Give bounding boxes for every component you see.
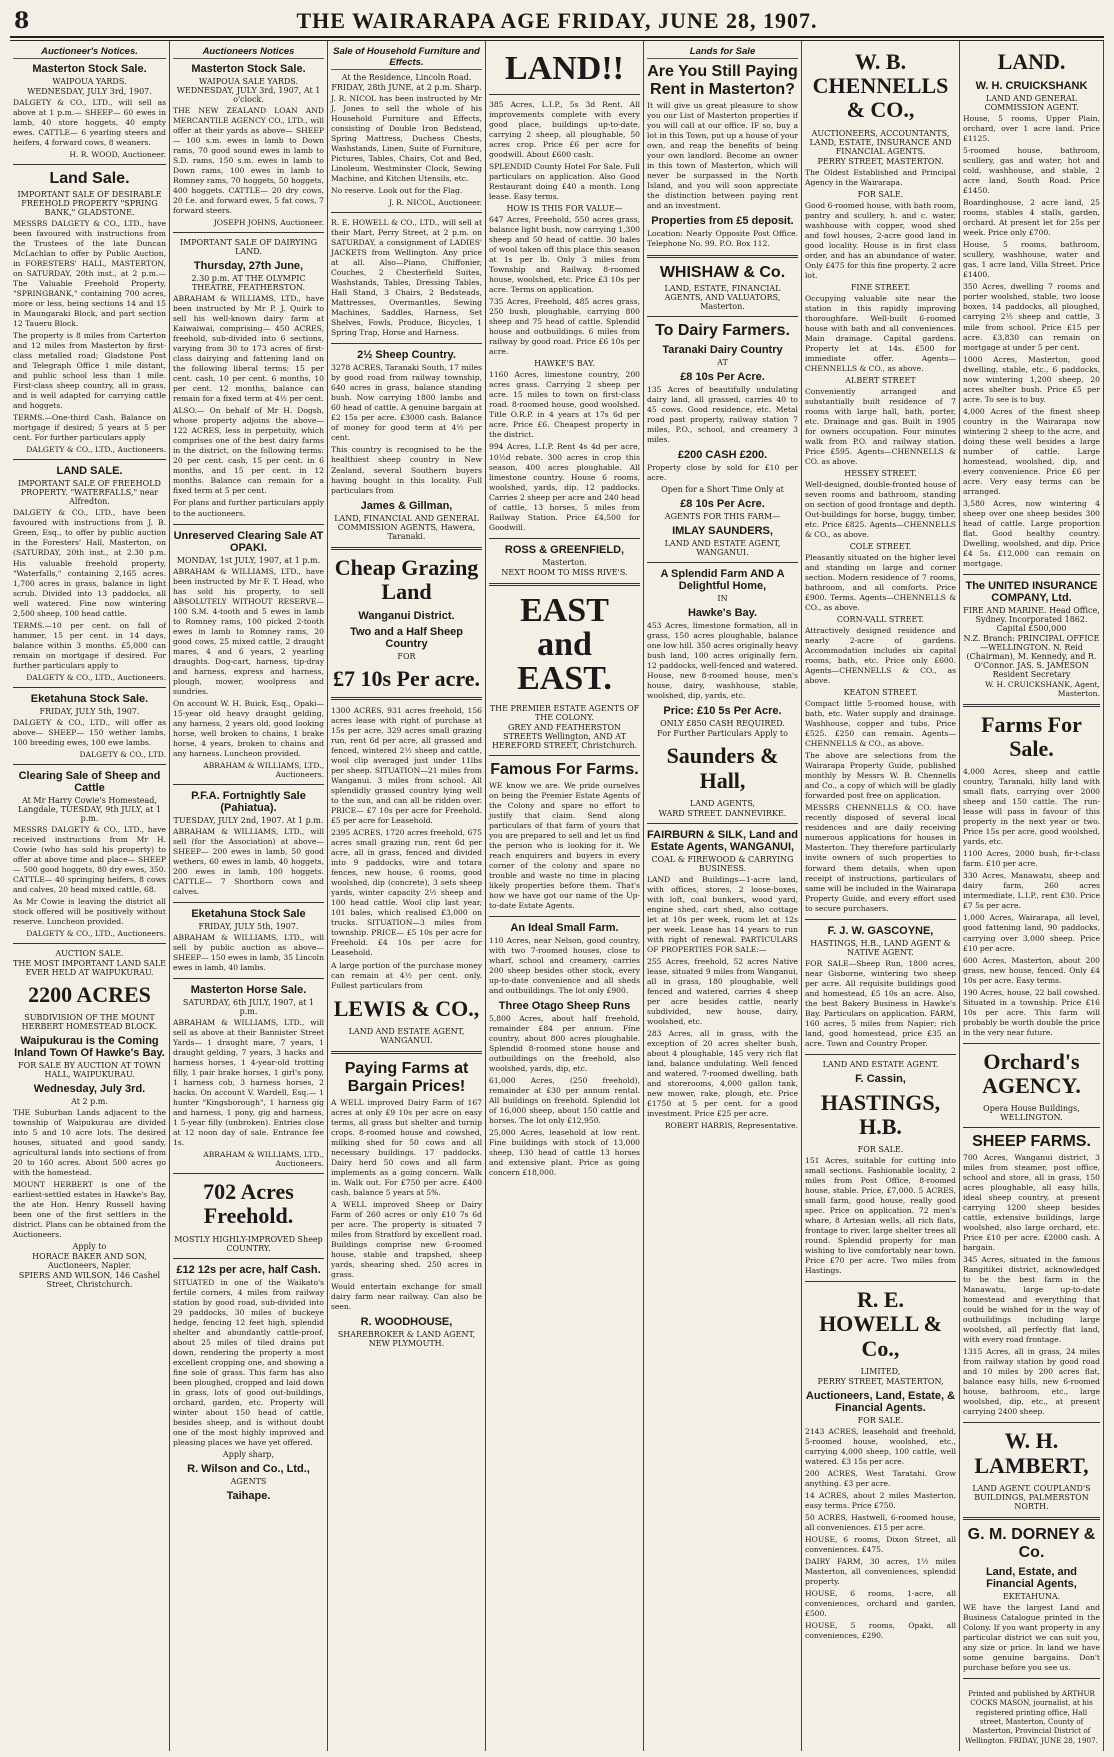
- ad-heading: Masterton Stock Sale.: [32, 63, 147, 75]
- ad-heading: The UNITED INSURANCE COMPANY, Ltd.: [965, 579, 1098, 604]
- ad-paragraph: DAIRY FARM, 30 acres, 1½ miles Masterton, all conveniences, splendid property.: [805, 1557, 956, 1587]
- double-divider: [489, 583, 640, 586]
- divider: [647, 562, 798, 563]
- ad-paragraph: DALGETY & CO., LTD., have been favoured with instructions from J. B. Green, Esq., to offer by public auction in the Foresters' Hall, Masterton, on (SATURDAY, 20th inst., at 2.30 p.m. His valuable freehold property, "Waterfalls," containing 2,165 acres. 1,700 acres in grass, balance in light scrub. Divided into 13 paddocks, all well watered. Fine now wintering 2,500 sheep, 100 head cattle.: [13, 508, 166, 618]
- ad-headline: Are You Still Paying Rent in Masterton?: [647, 63, 798, 98]
- ad-paragraph: MESSRS CHENNELLS & CO. have recently disposed of several local residences and are daily receiving numerous applications for houses in Masterton. They therefore particularly invite owners of such properties to forward them details, when upon receipt of instructions, particulars of same will be included in the Wairarapa Property Guide, and every effort used to secure purchasers.: [805, 803, 956, 913]
- ad-subline: HASTINGS, H.B., LAND AGENT & NATIVE AGENT.: [810, 938, 951, 957]
- ad-subline: ALBERT STREET: [845, 375, 916, 385]
- ad-subline: LAND AND ESTATE AGENT.: [822, 1059, 939, 1069]
- ad-paragraph: No reserve. Look out for the Flag.: [331, 186, 463, 196]
- ad-subline: SPIERS AND WILSON, 146 Cashel Street, Christchurch.: [18, 1271, 161, 1290]
- column-3: [328, 41, 486, 1751]
- ad-heading: Wednesday, July 3rd.: [33, 1083, 146, 1096]
- ad-subline: AGENTS FOR THIS FARM—: [664, 512, 781, 522]
- ad-heading: Wanganui District.: [358, 609, 455, 622]
- ad-heading: £200 CASH £200.: [677, 449, 768, 462]
- column-5: [644, 41, 802, 1751]
- ad-heading: Waipukurau is the Coming Inland Town Of Hawke's Bay.: [14, 1035, 165, 1060]
- ad-heading: Eketahuna Stock Sale.: [30, 692, 149, 705]
- ad-paragraph: J. R. NICOL has been instructed by Mr J. Jones to sell the whole of his Household Furniture and Effects, consisting of Double Iron Bedstead, Spring Mattress, Duchess Chests, Washstands, Linen, Suite of Furniture, Pictures, Tables, Chairs, Cot and Bed, Linoleum, Westminster Clock, Sewing Machine, and Kitchen Utensils, etc.: [331, 94, 482, 184]
- ad-heading: Unreserved Clearing Sale AT OPAKI.: [173, 529, 324, 554]
- divider: [173, 1173, 324, 1174]
- ad-subline: COAL & FIREWOOD & CARRYING BUSINESS.: [651, 854, 794, 873]
- ad-subline: HORACE BAKER AND SON, Auctioneers, Napier.: [32, 1252, 147, 1271]
- column-4: [486, 41, 644, 1751]
- ad-subline: IMPORTANT SALE OF FREEHOLD PROPERTY. "WATERFALLS," near Alfredton.: [18, 479, 161, 507]
- ad-headline: To Dairy Farmers.: [655, 322, 790, 340]
- ad-paragraph: 190 Acres, house, 22 ball cowshed. Situated in a township. Price £16 10s per acre. This farm will probably be worth double the price in the very near future.: [963, 987, 1100, 1037]
- column-7: [960, 41, 1104, 1751]
- ad-paragraph: 5,800 Acres, about half freehold, remainder £84 per annum. Fine country, about 800 acres ploughable. Splendid 8-roomed stone house and outbuildings on the freehold, also woolshed, yards, dip, etc.: [489, 1013, 640, 1073]
- divider: [963, 1678, 1100, 1679]
- ad-subline: LAND, ESTATE, FINANCIAL AGENTS, AND VALUATORS, Masterton.: [664, 284, 781, 312]
- ad-headline: Paying Farms at Bargain Prices!: [344, 1059, 469, 1095]
- display-heading: W. B. CHENNELLS & CO.,: [812, 49, 949, 123]
- divider: [331, 343, 482, 344]
- display-heading: LAND.: [997, 49, 1066, 74]
- ad-signature: DALGETY & CO., LTD., Auctioneers.: [26, 928, 166, 938]
- ad-paragraph: 110 Acres, near Nelson, good country, with two 7-roomed houses, close to wharf, school and creamery, carries 200 sheep besides other stock, every up-to-date convenience and all sheds and outbuildings. The lot only £900.: [489, 935, 640, 995]
- ad-subline: HAWKE'S BAY.: [534, 359, 595, 369]
- ad-subline: WAIPOUA SALE YARDS. WEDNESDAY, JULY 3rd, 1907, At 1 o'clock.: [176, 77, 321, 104]
- ad-paragraph: THE NEW ZEALAND LOAN AND MERCANTILE AGENCY CO., LTD., will offer at their yards as above— SHEEP— 100 s.m. ewes in lamb to Down rams, 70 good sound ewes in lamb to S.D. rams, 150 s.m. ewes in lamb to Down rams, 100 ewes in lamb to Romney rams, 70 hoggets, 50 hoggets, 400 hoggets. CATTLE— 20 dry cows, 20 f.e. and forward ewes, 5 fat cows, 7 forward steers.: [173, 106, 324, 216]
- ad-signature: ROBERT HARRIS, Representative.: [664, 1121, 798, 1131]
- ad-paragraph: 3,580 Acres, now wintering 4 sheep over one sheep besides 300 head of cattle. Large proportion flat. Good healthy country. Dwelling, woolshed, and dip. Price £4 5s. £12,000 can remain on mortgage.: [963, 498, 1100, 568]
- ad-headline: Land Sale.: [49, 170, 130, 188]
- ad-heading: F. J. W. GASCOYNE,: [827, 924, 934, 937]
- ad-subline: At Mr Harry Cowie's Homestead, Langdale, TUESDAY, 9th JULY, at 1 p.m.: [18, 795, 161, 823]
- ad-subline: CORN-VALL STREET.: [836, 615, 925, 625]
- divider: [173, 784, 324, 785]
- display-heading: Orchard's AGENCY.: [982, 1048, 1081, 1098]
- ad-paragraph: ABRAHAM & WILLIAMS, LTD., will sell as above at their Bannister Street Yards— 1 draught mare, 7 years, 1 draught gelding, 7 years, 3 hacks and harness horses, 1 4-year-old trotting filly, 1 pair brake horses, 1 girl's pony, 1 harness cob, 3 harness horses, 2 hacks. On account V. Wardell, Esq.— 1 hunter "Kingsborough", 1 harness gig and harness, 1 pony, gig and harness, 1 5-year filly (unbroken). Entries close at 12 noon day of sale. Entrance fee 1s.: [173, 1017, 324, 1148]
- ad-paragraph: 453 Acres, limestone formation, all in grass, 150 acres ploughable, balance one low hill. 350 acres originally heavy bush land, 100 acres originally fern. 12 paddocks, well-fenced and watered. House, new 8-roomed house, men's house, dairy, washhouse, stable, woolshed, dip, yards, etc.: [647, 621, 798, 701]
- ad-heading: Price: £10 5s Per Acre.: [663, 705, 782, 718]
- ad-subline: GREY AND FEATHERSTON STREETS Wellington, AND AT HEREFORD STREET, Christchurch.: [491, 722, 638, 750]
- ad-paragraph: 2143 ACRES, leasehold and freehold, 5-roomed house, woolshed, etc., carrying 4,000 sheep, 100 cattle, well watered. £3 15s per acre.: [805, 1426, 956, 1466]
- ad-paragraph: HOUSE, 6 rooms, Dixon Street, all conveniences. £475.: [805, 1535, 956, 1555]
- ad-heading: Masterton Horse Sale.: [190, 983, 307, 996]
- ad-paragraph: 151 Acres, suitable for cutting into small sections. Fashionable locality, 2 miles from Post Office, 8-roomed house, stable. Price, £7,000. 5 ACRES, small farm, good house, really good spec. Price on application. 72 men's whare, 8 Artesian wells, all rich flats, frontage to river, large shelter trees all round. Splendid property for man wishing to live comfortably near town. Price £70 per acre. Two miles from Hastings.: [805, 1156, 956, 1276]
- double-divider: [331, 547, 482, 550]
- ad-heading: P.F.A. Fortnightly Sale (Pahiatua).: [191, 789, 306, 814]
- ad-paragraph: 2395 ACRES, 1720 acres freehold, 675 acres small grazing run, rent 6d per acre, all in grass, fenced and divided into 9 paddocks, wire and totara fences, new house, 6 rooms, good woolshed, dip (concrete), 3 sets sheep yards, winter capacity 2½ sheep and 100 head cattle. Wool clip last year, 101 bales, which realised £3,000 on trucks. SITUATION—3 miles from township. PRICE— £5 10s per acre for Freehold. £4 10s per acre for Leasehold.: [331, 828, 482, 958]
- ad-paragraph: SPLENDID County Hotel For Sale. Full particulars on application. Also Good Restaurant doing £40 a month. Long lease. Easy terms.: [489, 162, 640, 202]
- masthead: [10, 8, 1104, 38]
- ad-subline: TUESDAY, JULY 2nd, 1907. At 1 p.m.: [173, 815, 324, 825]
- ad-headline: Famous For Farms.: [490, 760, 639, 778]
- ad-paragraph: ALSO.— On behalf of Mr H. Dogsh, whose property adjoins the above— 122 ACRES, less in perpetuity, which comprises one of the best dairy farms in the district, on the following terms: 20 per cent. cash, 15 per cent. in 6 months, and 15 per cent. in 12 months. Balance can remain for a fixed term at 5 per cent.: [173, 406, 324, 496]
- ad-heading: IMLAY SAUNDERS,: [672, 525, 773, 538]
- display-heading: Cheap Grazing Land: [334, 554, 479, 604]
- column-1: [10, 41, 170, 1751]
- ad-signature: J. R. NICOL, Auctioneer.: [388, 198, 482, 208]
- ad-subline: HOW IS THIS FOR VALUE—: [506, 204, 623, 214]
- ad-paragraph: 61,000 Acres, (250 freehold), remainder at £30 per annum rental. All buildings on freehold. Splendid lot of 16,000 sheep, about 150 cattle and horses. The lot only £12,950.: [489, 1076, 640, 1126]
- ad-paragraph: 735 Acres, Freehold, 485 acres grass, 250 bush, ploughable, carrying 800 sheep and 75 head of cattle. Splendid house and outbuildings. 6 miles from railway by good road. Price £6 10s per acre.: [489, 297, 640, 357]
- ad-subline: THE MOST IMPORTANT LAND SALE EVER HELD AT WAIPUKURAU.: [13, 958, 166, 977]
- divider: [173, 524, 324, 525]
- display-heading: R. E. HOWELL & Co.,: [819, 1287, 942, 1361]
- divider: [13, 764, 166, 765]
- double-divider: [963, 704, 1100, 707]
- ad-paragraph: A WELL improved Sheep or Dairy Farm of 260 acres or only £10 7s 6d per acre. The property is situated 7 miles from Stratford by excellent road. Buildings comprise new 6-roomed house, stable and trapshed, sheep yards, shearing shed. 250 acres in grass.: [331, 1199, 482, 1279]
- double-divider: [963, 1517, 1100, 1520]
- divider: [173, 902, 324, 903]
- display-heading: £7 10s Per acre.: [332, 665, 481, 691]
- display-heading-large: LAND!!: [505, 50, 624, 87]
- ad-heading: Thursday, 27th June,: [193, 260, 304, 273]
- ad-paragraph: This country is recognised to be the healthiest sheep country in New Zealand, several Southern buyers having bought in this locality. Full particulars from: [331, 445, 482, 495]
- double-divider: [647, 255, 798, 258]
- ad-paragraph: 345 Acres, situated in the famous Rangitikei district, acknowledged to be the best farm in the Manawatu, large up-to-date homestead and everything that could be wished for in the way of outbuildings including large woolshed, all perfectly flat land, with every road frontage.: [963, 1255, 1100, 1345]
- display-heading: LEWIS & CO.,: [333, 995, 480, 1021]
- ad-headline: SHEEP FARMS.: [972, 1133, 1091, 1151]
- ad-paragraph: On account W. H. Buick, Esq., Opaki— 15-year old heavy draught gelding, any harness, 2 years old, good looking horse, well broken to chains, 1 brake horse, 4 years, broken to chains and any harness. Luncheon provided.: [173, 698, 324, 758]
- display-heading: 2200 ACRES: [28, 981, 151, 1007]
- ad-paragraph: 1300 ACRES, 931 acres freehold, 156 acres lease with right of purchase at 15s per acre, 329 acres small grazing run, rent 6d per acre, all grassed and fenced, wintered 2½ sheep and cattle, wool clip averaged just under 11lbs per sheep. SITUATION—21 miles from Wanganui. 3 miles from school. All splendidly grassed country lying well to the sun, and can all be ridden over. PRICE— £7 10s per acre for Freehold. £5 per acre for Leasehold.: [331, 706, 482, 826]
- ad-heading: W. H. CRUICKSHANK: [975, 80, 1088, 93]
- ad-paragraph: WE know we are. We pride ourselves on being the Premier Estate Agents of the Colony and spare no effort to justify that claim. Send along particulars of that farm of yours that you are prepared to sell and let us find the person who is looking for it. We reach enquirers and buyers in every corner of the colony and spare no trouble and waste no time in placing likely properties before them. That's how we have got our name of the Up-to-date Estate Agents.: [489, 780, 640, 910]
- ad-subline: PERRY STREET, MASTERTON,: [817, 1376, 944, 1386]
- column-2: [170, 41, 328, 1751]
- ad-paragraph: ABRAHAM & WILLIAMS, LTD., have been instructed by Mr F. T. Head, who has sold his property, to sell ABSOLUTELY WITHOUT RESERVE— 100 S.M. 4-tooth and 5 ewes in lamb to Romney rams, 100 picked 2-tooth ewes in lamb to Romney rams, 20 good cows, 25 mixed cattle, 2 draught mares, 4 and 6 years, 2 yearling draughts. Dog-cart, harness, tip-dray and harness, express and harness, plough, mower, woolpress and sundries.: [173, 566, 324, 696]
- divider: [13, 459, 166, 460]
- ad-paragraph: 994 Acres, L.I.P. Rent 4s 4d per acre, 10½d rebate. 300 acres in crop this season, 400 acres ploughable. All limestone country. House 6 rooms, woolshed, yards, dip. 12 paddocks. Carries 2 sheep per acre and 240 head of cattle, 13 horses, 5 miles from Railway Station. Price £4,500 for Goodwill.: [489, 442, 640, 532]
- ad-paragraph: 647 Acres, Freehold, 550 acres grass, balance light bush, now carrying 1,300 sheep and 50 head of cattle. 30 bales of wool taken off this place this season at 1s per lb. Only 3 miles from Township and Railway. 8-roomed house, woolshed, etc. Price £3 10s per acre. Terms on application.: [489, 215, 640, 295]
- columns-container: [10, 40, 1104, 1751]
- divider: [13, 164, 166, 165]
- ad-heading: £8 10s Per Acre.: [680, 498, 765, 511]
- ad-paragraph: 1315 Acres, all in grass, 24 miles from railway station by good road and 10 miles by 200 acres flat, balance easy hills, new 6-roomed house, bathroom, etc., large woolshed, dip, etc., at present carrying 2400 sheep.: [963, 1347, 1100, 1417]
- ad-subline: HESSEY STREET.: [844, 468, 917, 478]
- ad-paragraph: R. E. HOWELL & CO., LTD., will sell at their Mart, Perry Street, at 2 p.m. on SATURDAY, a consignment of LADIES' JACKETS from Wellington. Any price at all. Also—Piano, Chiffonier, Couches, 2 Chesterfield Suites, Washstands, Tables, Dressing Tables, Hall Stand, 3 Chairs, 2 Bedsteads, Mattresses, Overmantles, Sewing Machines, Saddles, Harness, Set Shelves, Fowls, Produce, Bicycles, 1 Spring Trap, Horse and Harness.: [331, 218, 482, 338]
- ad-subline: 2.30 p.m. AT THE OLYMPIC THEATRE, FEATHERSTON.: [191, 274, 306, 293]
- ad-subline: WARD STREET. DANNEVIRKE.: [658, 808, 787, 818]
- ad-subline: SUBDIVISION OF THE MOUNT HERBERT HOMESTEAD BLOCK.: [21, 1013, 158, 1032]
- ad-subline: LAND AND ESTATE AGENT, WANGANUI.: [348, 1026, 465, 1045]
- ad-paragraph: The above are selections from the Wairarapa Property Guide, published monthly by Messrs W. B. Chennells and Co., a copy of which will be gladly forwarded post free on application.: [805, 751, 956, 801]
- ad-heading: ROSS & GREENFIELD,: [504, 543, 625, 556]
- ad-paragraph: Boardinghouse, 2 acre land, 25 rooms, stables 4 stalls, garden, orchard. At present let for 25s per week. Price only £700.: [963, 198, 1100, 238]
- divider: [173, 232, 324, 233]
- ad-paragraph: 330 Acres, Manawatu, sheep and dairy farm, 260 acres intermediate, L.I.P., rent £30. Price £7 5s per acre.: [963, 871, 1100, 911]
- ad-paragraph: ABRAHAM & WILLIAMS, LTD., will sell by public auction as above— SHEEP— 150 ewes in lamb, 35 Lincoln ewes in lamb, 40 lambs.: [173, 932, 324, 972]
- ad-subline: N.Z. Branch: PRINCIPAL OFFICE—WELLINGTON. N. Reid (Chairman), M. Kennedy, and R. O'Connor. JAS. S. JAMESON Resident Secretary: [963, 633, 1100, 679]
- divider: [963, 1127, 1100, 1128]
- column-6: [802, 41, 960, 1751]
- display-heading: HASTINGS, H.B.: [820, 1089, 941, 1139]
- ad-paragraph: HOUSE, 5 rooms, Opaki, all conveniences, £290.: [805, 1621, 956, 1641]
- ad-paragraph: MESSRS DALGETY & CO., LTD., have received instructions from Mr H. Cowie (who has sold his property) to offer at above time and place— SHEEP— 500 good hoggets, 80 dry ewes, 350. CATTLE— 40 springing heifers, 8 cows and calves, 20 head mixed cattle, 68.: [13, 824, 166, 894]
- ad-paragraph: TERMS.—10 per cent. on fall of hammer, 15 per cent. in 14 days, balance within 3 months. £5,000 can remain on mortgage if desired. For further particulars apply to: [13, 620, 166, 670]
- ad-subline: Masterton.: [542, 557, 587, 567]
- divider: [331, 212, 482, 213]
- divider: [489, 538, 640, 539]
- ad-paragraph: Conveniently arranged and substantially built residence of 7 rooms with large hall, bath, porter, etc. Drainage and gas. Built in 1905 for owners occupation. Four minutes walk from P.O. and railway station. Price £595. Agents—CHENNELLS & CO. as above.: [805, 386, 956, 466]
- ad-paragraph: 3278 ACRES, Taranaki South, 17 miles by good road from railway township, 640 acres in grass, balance standing bush. Now carrying 1800 lambs and 60 head of cattle. A genuine bargain at £2 15s per acre. £3000 cash. Balance of money for good term at 4½ per cent.: [331, 363, 482, 443]
- ad-paragraph: ABRAHAM & WILLIAMS, LTD., have been instructed by Mr P. J. Quirk to sell his well-known dairy farm at Kaiwaiwai, comprising— 450 ACRES, freehold, sub-divided into 6 sections, varying from 30 to 173 acres of first-class dairying and fattening land on the following liberal terms: 15 per cent. cash, 10 per cent. 6 months, 10 per cent. 12 months, balance can remain for a fixed term at 4½ per cent.: [173, 294, 324, 404]
- ad-subline: FRIDAY, JULY 5th, 1907.: [198, 921, 299, 931]
- ad-subline: THE PREMIER ESTATE AGENTS OF THE COLONY.: [489, 703, 640, 722]
- ad-subline: AGENTS: [230, 1476, 267, 1486]
- ad-paragraph: MESSRS DALGETY & CO., LTD., have been favoured with instructions from the Trustees of the late Duncan McLachlan to offer by Public Auction, in FORESTERS' HALL, MASTERTON, on SATURDAY, 20th inst., at 2 p.m.— The Valuable Freehold Property, "SPRINGBANK," containing 700 acres, more or less, being sections 14 and 15 in Maungaraki Block, and part section 12 Taueru Block.: [13, 219, 166, 329]
- divider: [805, 1054, 956, 1055]
- ad-paragraph: 4,000 Acres, sheep and cattle country, Taranaki, hilly land with small flats, carrying over 2000 sheep and 150 cattle. The run-lease will pass in favour of this property in the next year or two. Price 15s per acre, good woolshed, yards, etc.: [963, 767, 1100, 847]
- ad-heading: Eketahuna Stock Sale: [191, 907, 306, 920]
- ad-paragraph: Location: Nearly Opposite Post Office. Telephone No. 99. P.O. Box 112.: [647, 229, 798, 249]
- ad-paragraph: 350 Acres, dwelling 7 rooms and porter woolshed, stable, two loose boxes, 14 paddocks, all ploughed, carrying 2½ sheep and cattle, 3 mile from school. Price £15 per acre. £3,830 can remain on mortgage at under 5 per cent.: [963, 282, 1100, 352]
- divider: [173, 978, 324, 979]
- ad-subline: FOR SALE.: [857, 1415, 904, 1425]
- ad-paragraph: Compact little 5-roomed house, with bath, etc. Water supply and drainage. Washhouse, copper and tubs. Price £525. £250 can remain. Agents—CHENNELLS & CO., as above.: [805, 699, 956, 749]
- ad-paragraph: TERMS.—One-third Cash. Balance on mortgage if desired; 5 years at 5 per cent. For further particulars apply: [13, 413, 166, 443]
- ad-heading: F. Cassin,: [855, 1072, 906, 1085]
- ad-paragraph: HOUSE, 6 rooms, 1-acre, all conveniences, orchard and garden, £500.: [805, 1589, 956, 1619]
- ad-subline: NEXT ROOM TO MISS RIVE'S.: [501, 567, 628, 577]
- divider: [805, 919, 956, 920]
- display-heading-large: EAST and EAST.: [517, 591, 612, 697]
- ad-subline: SATURDAY, 6th JULY, 1907, at 1 p.m.: [182, 997, 315, 1016]
- ad-paragraph: 200 ACRES, West Taratahi. Grow anything. £3 per acre.: [805, 1468, 956, 1488]
- ad-signature: DALGETY & CO., LTD.: [79, 749, 166, 759]
- ad-subline: EKETAHUNA.: [1002, 1591, 1061, 1601]
- ad-paragraph: 1000 Acres, Masterton, good dwelling, stable, etc., 6 paddocks, now wintering 1,200 sheep, 20 acres shelter bush. Price £5 per acre. To see is to buy.: [963, 354, 1100, 404]
- ad-paragraph: A large portion of the purchase money can remain at 4½ per cent. only. Fullest particulars from: [331, 960, 482, 990]
- ad-paragraph: Attractively designed residence and nearly 2-acre of gardens. Accommodation includes six capital rooms, bath, etc. Price only £600. Agents—CHENNELLS & CO., as above.: [805, 626, 956, 686]
- ad-heading: LAND SALE.: [56, 465, 123, 478]
- ad-headline: G. M. DORNEY & Co.: [967, 1525, 1096, 1561]
- page-number: 8: [14, 8, 30, 34]
- ad-paragraph: The property is 8 miles from Carterton and 12 miles from Masterton by first-class metalled road; Gladstone Post and Telegraph Office 1 mile distant, and public school less than 1 mile. First-class sheep country, all in grass, and is well adapted for carrying cattle and hoggets.: [13, 331, 166, 411]
- ad-heading: Land, Estate, and Financial Agents,: [985, 1565, 1078, 1590]
- ad-subline: FOR SALE.: [857, 189, 904, 199]
- ad-subline: AUCTION SALE.: [55, 948, 124, 958]
- ad-subline: MOSTLY HIGHLY-IMPROVED Sheep COUNTRY.: [174, 1234, 323, 1253]
- ad-headline: WHISHAW & Co.: [659, 264, 786, 282]
- double-divider: [331, 1051, 482, 1054]
- ad-paragraph: DALGETY & CO., LTD., will offer as above— SHEEP— 150 wether lambs, 100 breeding ewes, 100 ewe lambs.: [13, 717, 166, 747]
- divider: [489, 916, 640, 917]
- ad-signature: ABRAHAM & WILLIAMS, LTD., Auctioneers.: [203, 760, 324, 779]
- ad-heading: Properties from £5 deposit.: [651, 215, 794, 228]
- ad-subline: AT: [717, 358, 728, 368]
- ad-paragraph: 1100 Acres, 2000 bush, fir-t-class farm. £10 per acre.: [963, 849, 1100, 869]
- ad-subline: At 2 p.m.: [71, 1097, 108, 1107]
- divider: [173, 1258, 324, 1259]
- ad-subline: Opera House Buildings, WELLINGTON.: [983, 1104, 1080, 1123]
- ad-paragraph: House, 5 rooms, bathroom, scullery, washhouse, water and gas, 1 acre land, Villa Street. Price £1400.: [963, 240, 1100, 280]
- column-header: Auctioneers Notices: [173, 46, 324, 59]
- ad-paragraph: FOR SALE—Sheep Run, 1800 acres, near Gisborne, wintering two sheep per acre. All requisite buildings good and homestead, £5 10s an acre. Also, the best Bakery Business in Hawke's Bay. Particulars on application. FARM, 160 acres, 5 miles from Napier; rich land, good homestead, price £35 an acre. Town and Country Proper.: [805, 958, 956, 1048]
- ad-subline: FIRE AND MARINE. Head Office, Sydney. Incorporated 1862. Capital £500,000: [963, 605, 1100, 633]
- masthead-title: THE WAIRARAPA AGE FRIDAY, JUNE 28, 1907.: [296, 8, 818, 33]
- ad-subline: WAIPOUA YARDS.: [52, 77, 127, 86]
- ad-subline: SHAREBROKER & LAND AGENT, NEW PLYMOUTH.: [337, 1330, 476, 1349]
- ad-subline: MONDAY, 1st JULY, 1907, at 1 p.m.: [176, 555, 321, 565]
- ad-paragraph: WE have the largest Land and Business Catalogue printed in the Colony. If you want property in any particular district we can suit you, any size or price. In land we have some genuine bargains. Don't purchase before you see us.: [963, 1602, 1100, 1672]
- ad-subline: Open for a Short Time Only at: [661, 485, 784, 495]
- ad-paragraph: For plans and further particulars apply to the auctioneers.: [173, 498, 324, 518]
- ad-paragraph: Would entertain exchange for small dairy farm near railway. Can also be seen.: [331, 1282, 482, 1312]
- ad-paragraph: Pleasantly situated on the higher level and standing on large and corner section. Modern residence of 7 rooms, bathroom, and all comforts. Price £900. Terms. Agents—CHENNELLS & CO., as above.: [805, 553, 956, 613]
- ad-subline: IN: [717, 594, 728, 604]
- ad-subline: Apply to: [72, 1242, 107, 1252]
- ad-subline: LAND AGENT. COUPLAND'S BUILDINGS, PALMERSTON NORTH.: [972, 1483, 1091, 1511]
- ad-paragraph: 1,000 Acres, Wairarapa, all level, good fattening land, 90 paddocks, carrying over 3,000 sheep. Price £10 per acre.: [963, 913, 1100, 953]
- ad-heading: R. WOODHOUSE,: [360, 1316, 453, 1329]
- ad-heading: FAIRBURN & SILK, Land and Estate Agents, WANGANUI,: [647, 828, 798, 853]
- divider: [13, 943, 166, 944]
- ad-subline: LIMITED,: [860, 1366, 901, 1376]
- ad-heading: An Ideal Small Farm.: [510, 921, 619, 934]
- ad-paragraph: THE Suburban Lands adjacent to the township of Waipukurau are divided into 5 and 10 acre lots. The desired houses, situated and good sandy, agricultural lands into sections of from 20 to 160 acres. About 500 acres go with the homestead.: [13, 1108, 166, 1178]
- divider: [489, 94, 640, 95]
- ad-paragraph: DALGETY & CO., LTD., will sell as above at 1 p.m.— SHEEP— 60 ewes in lamb, 40 store hoggets, 40 empty ewes. CATTLE— 6 yearling steers and heifers, 4 forward cows, 8 weaners.: [13, 98, 166, 148]
- display-heading: 702 Acres Freehold.: [203, 1179, 294, 1229]
- ad-paragraph: 600 Acres, Masterton, about 200 grass, new house, fenced. Only £4 10s per acre. Easy terms.: [963, 955, 1100, 985]
- ad-paragraph: The Oldest Established and Principal Agency in the Wairarapa.: [805, 167, 956, 187]
- ad-paragraph: Property close by sold for £10 per acre.: [647, 463, 798, 483]
- ad-paragraph: 4,000 Acres of the finest sheep country in the Wairarapa now wintering 2 sheep to the acre, and doing these well besides a large number of cattle. Large homestead, woolshed, dip, and every convenience. Price £6 per acre. Very easy terms can be arranged.: [963, 406, 1100, 496]
- ad-paragraph: House, 5 rooms, Upper Plain, orchard, over 1 acre land. Price £1125.: [963, 114, 1100, 144]
- ad-paragraph: 50 ACRES, Hastwell, 6-roomed house, all conveniences. £15 per acre.: [805, 1512, 956, 1532]
- ad-paragraph: ABRAHAM & WILLIAMS, LTD., will sell (for the Association) at above— SHEEP— 200 ewes in lamb, 50 good wethers, 60 ewes in lamb, 40 hoggets, 200 ewes in lamb, 100 hoggets. CATTLE— 7 Shorthorn cows and calves.: [173, 826, 324, 896]
- ad-signature: DALGETY & CO., LTD., Auctioneers.: [26, 445, 166, 455]
- ad-paragraph: It will give us great pleasure to show you our List of Masterton properties if you will call at our office. IF so, buy a lot in this Town, put up a house of your own, and reap the benefits of being your own landlord. Become an owner in this town of Masterton, which will never be surpassed in the North Island, and you will soon appreciate the distinction between paying rent and an investment.: [647, 101, 798, 211]
- ad-paragraph: 385 Acres, L.I.P., 5s 3d Rent. All improvements complete with every good place, buildings up-to-date, carrying 2 sheep, all ploughable, 50 acres crop. Price £6 per acre for goodwill. About £600 cash.: [489, 100, 640, 160]
- ad-subline: For Further Particulars Apply to: [657, 729, 788, 739]
- ad-heading: 2½ Sheep Country.: [357, 349, 456, 362]
- ad-heading: £8 10s Per Acre.: [680, 371, 765, 384]
- divider: [13, 687, 166, 688]
- ad-subline: IMPORTANT SALE OF DESIRABLE FREEHOLD PROPERTY "SPRING BANK," GLADSTONE.: [17, 190, 162, 218]
- ad-paragraph: A WELL improved Dairy Farm of 167 acres at only £9 10s per acre on easy terms, all grass but shelter and turnip crops. 8-roomed house and cowshed, milking shed for 50 cows and all necessary buildings. 17 paddocks. Dairy herd 50 cows and all farm implements as a going concern. Walk in. Walk out. For £750 per acre. £400 cash, balance 5 years at 5%.: [331, 1097, 482, 1197]
- ad-signature: W. H. CRUICKSHANK, Agent, Masterton.: [985, 679, 1100, 698]
- ad-heading: James & Gillman,: [360, 499, 453, 512]
- column-header: Sale of Household Furniture and Effects.: [331, 46, 482, 70]
- ad-subline: ONLY £850 CASH REQUIRED.: [660, 719, 785, 729]
- divider: [963, 1043, 1100, 1044]
- ad-paragraph: 255 Acres, freehold, 52 acres Native lease, situated 9 miles from Wanganui, all in grass, 180 ploughable, well fenced and watered, carries 4 sheep per acre besides cattle, nearly subdivided, new house, dairy, woolshed, etc.: [647, 956, 798, 1027]
- ad-subline: AUCTIONEERS, ACCOUNTANTS, LAND, ESTATE, INSURANCE AND FINANCIAL AGENTS.: [809, 128, 952, 156]
- ad-heading: Hawke's Bay.: [687, 607, 758, 620]
- ad-subline: KEATON STREET.: [843, 688, 918, 698]
- ad-heading: Clearing Sale of Sheep and Cattle: [18, 769, 161, 794]
- ad-subline: LAND AND ESTATE AGENT, WANGANUI.: [664, 539, 781, 558]
- ad-paragraph: MOUNT HERBERT is one of the earliest-settled estates in Hawke's Bay, the ate Hon. Henry Russell having been one of the first settlers in the district. Plans can be obtained from the Auctioneers.: [13, 1180, 166, 1240]
- ad-paragraph: As Mr Cowie is leaving the district all stock offered will be positively without reserve. Luncheon provided.: [13, 896, 166, 926]
- display-heading: W. H. LAMBERT,: [974, 1428, 1089, 1478]
- imprint-line: Printed and published by ARTHUR COCKS MASON, journalist, at his registered printing office, Hall street, Masterton, County of Masterton, Provincial District of Wellington. FRIDAY, JUNE 28, 1907.: [965, 1688, 1098, 1745]
- ad-heading: A Splendid Farm AND A Delightful Home,: [660, 568, 785, 593]
- ad-subline: LAND AND GENERAL COMMISSION AGENT.: [984, 94, 1079, 113]
- divider: [963, 1422, 1100, 1423]
- ad-heading: Masterton Stock Sale.: [191, 63, 306, 75]
- ad-heading: Two and a Half Sheep Country: [350, 625, 463, 650]
- ad-heading: R. Wilson and Co., Ltd.,: [187, 1462, 310, 1475]
- ad-paragraph: Good 6-roomed house, with bath room, pantry and scullery, h. and c. water, washhouse with copper, wood shed and fowl houses, 2-acre good land in good locality. House is in first class order, and has an abundance of water. Only £475 for this fine property. 2 acre lot.: [805, 200, 956, 280]
- ad-subline: COLE STREET.: [849, 542, 912, 552]
- ad-paragraph: SITUATED in one of the Waikato's fertile corners, 4 miles from railway station by good road, sub-divided into 29 paddocks, 30 miles of buckeye hedge, fencing 12 feet high, splendid shelter and abundantly cattle-proof, about 25 miles of tiled drains put down, rendering the property a most excellent cropping one, and showing a fine sole of grass. This farm has also been ploughed, cropped and laid down in grass, lots of good out-buildings, orchard, garden, etc. Property will winter about 150 head of cattle, besides sheep, and is without doubt one of the most highly improved and pleasing places we have yet offered.: [173, 1277, 324, 1447]
- ad-signature: ABRAHAM & WILLIAMS, LTD., Auctioneers.: [203, 1150, 324, 1169]
- ad-paragraph: 135 Acres of beautifully undulating dairy land, all grassed, carries 40 to 45 cows. Good residence, etc. Metal road past property, railway station 7 miles, P.O., school, and creamery 3 miles.: [647, 385, 798, 445]
- ad-subline: FRIDAY, JULY 5th, 1907.: [39, 706, 140, 716]
- ad-subline: FOR SALE BY AUCTION AT TOWN HALL, WAIPUKURAU.: [18, 1061, 161, 1080]
- ad-subline: PERRY STREET, MASTERTON.: [817, 156, 944, 166]
- ad-subline: Apply sharp,: [222, 1449, 275, 1459]
- ad-heading: Auctioneers, Land, Estate, & Financial Agents.: [805, 1389, 956, 1414]
- column-header: Lands for Sale: [647, 46, 798, 59]
- ad-paragraph: 700 Acres, Wanganui district, 3 miles from steamer, post office, school and store, all in grass, 150 acres ploughable, all easy hills, ideal sheep country, at present carrying 1200 sheep besides cattle, extensive buildings, large woolshed, also large orchard, etc. Price £10 per acre. £2000 cash. A bargain.: [963, 1153, 1100, 1253]
- divider: [805, 1281, 956, 1282]
- ad-paragraph: 1160 Acres, limestone country, 200 acres grass. Carrying 2 sheep per acre. 15 miles to town on first-class road. 8-roomed house, good woolshed. Title O.R.P. in 4 years at 17s 6d per acre. Price £6. Cheapest property in the district.: [489, 370, 640, 440]
- ad-subline: LAND, FINANCIAL AND GENERAL COMMISSION AGENTS, Hawera, Taranaki.: [334, 513, 479, 541]
- ad-subline: At the Residence, Lincoln Road.: [341, 73, 472, 82]
- ad-subline: FINE STREET.: [850, 282, 911, 292]
- ad-subline: FOR: [397, 651, 416, 661]
- ad-paragraph: 283 Acres, all in grass, with the exception of 20 acres shelter bush, about 4 ploughable, 145 very rich flat land, balance undulating. Well fenced and watered. 7-roomed dwelling, bath and storerooms, 4,000 gallon tank, new mower, rake, plough, etc. Price £1750 at 5 per cent. for a good investment. Price £25 per acre.: [647, 1029, 798, 1119]
- ad-heading: Taranaki Dairy Country: [662, 344, 783, 357]
- ad-paragraph: 5-roomed house, bathroom, scullery, gas and water, hot and cold, washhouse, and stable, 2 acre land, South Road. Price £1450.: [963, 146, 1100, 196]
- divider: [489, 755, 640, 756]
- ad-paragraph: Well-designed, double-fronted house of seven rooms and bathroom, standing on section of good frontage and depth. Out-buildings for horse, buggy, timber, etc. Price £825. Agents—CHENNELLS & CO., as above.: [805, 479, 956, 540]
- display-heading: Saunders & Hall,: [666, 743, 779, 793]
- ad-signature: DALGETY & CO., LTD., Auctioneers.: [26, 672, 166, 682]
- ad-paragraph: Occupying valuable site near the station in this rapidly improving thoroughfare. Well-built 6-roomed house with bath and all conveniences. Main drainage. Capital gardens. Property let at 14s. £500 for immediate offer. Agents—CHENNELLS & CO., as above.: [805, 293, 956, 373]
- ad-subline: FOR SALE.: [857, 1145, 904, 1155]
- display-heading: Farms For Sale.: [981, 711, 1082, 762]
- ad-paragraph: 25,000 Acres, leasehold at low rent. Fine buildings with stock of 13,000 sheep, 130 head of cattle 13 horses and extensive plant. Price as going concern £18,000.: [489, 1128, 640, 1178]
- ad-signature: JOSEPH JOHNS, Auctioneer.: [213, 218, 324, 228]
- divider: [963, 574, 1100, 575]
- ad-subline: IMPORTANT SALE OF DAIRYING LAND.: [179, 238, 318, 257]
- double-divider: [331, 697, 482, 700]
- ad-heading: Three Otago Sheep Runs: [498, 999, 631, 1012]
- ad-paragraph: 14 ACRES, about 2 miles Masterton, easy terms. Price £750.: [805, 1490, 956, 1510]
- column-header: Auctioneer's Notices.: [13, 46, 166, 59]
- ad-subline: FRIDAY, 28th JUNE, at 2 p.m. Sharp.: [331, 83, 482, 92]
- ad-subline: LAND AGENTS,: [689, 798, 756, 808]
- divider: [647, 823, 798, 824]
- ad-heading: £12 12s per acre, half Cash.: [176, 1263, 321, 1276]
- ad-paragraph: LAND and Buildings—1-acre land, with offices, stores, 2 loose-boxes, with loft, coal bunkers, wood yard, engine shed, cart shed, also cottage let at 10s per week, room let at 12s per week. Lease has 14 years to run with right of renewal. PARTICULARS OF PROPERTIES FOR SALE:—: [647, 874, 798, 954]
- ad-subline: WEDNESDAY, JULY 3rd, 1907.: [27, 87, 152, 96]
- ad-signature: H. R. WOOD, Auctioneer.: [69, 150, 166, 160]
- ad-heading: Taihape.: [226, 1489, 271, 1502]
- divider: [647, 316, 798, 317]
